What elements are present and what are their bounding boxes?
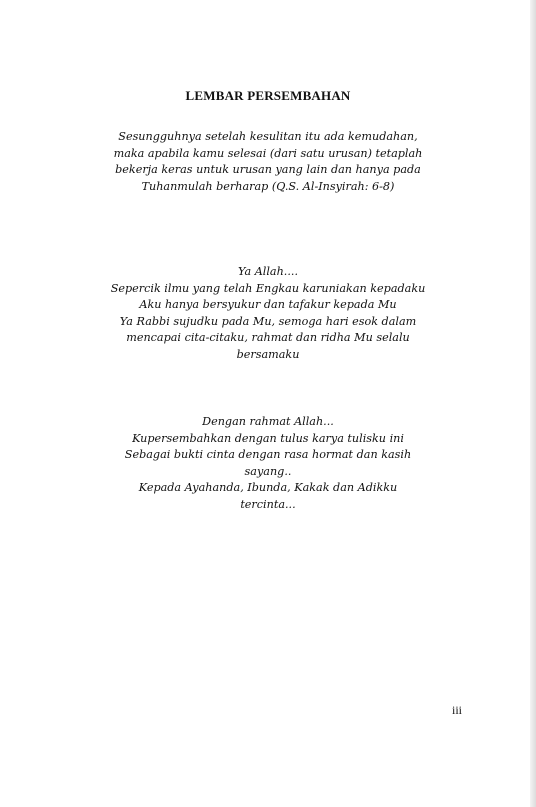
dedication-line: Dengan rahmat Allah...: [202, 415, 334, 428]
quote-line: maka apabila kamu selesai (dari satu urusan) tetaplah: [113, 146, 423, 160]
prayer-block: [0, 264, 536, 363]
page-title: LEMBAR PERSEMBAHAN: [185, 88, 351, 103]
dedication-line: Sebagai bukti cinta dengan rasa hormat dan kasih: [124, 448, 412, 461]
prayer-line: Ya Allah....: [237, 265, 299, 278]
dedication-line: Kupersembahkan dengan tulus karya tulisku ini: [132, 431, 404, 445]
prayer-line: Ya Rabbi sujudku pada Mu, semoga hari esok dalam: [119, 314, 417, 328]
quran-quote-block: [0, 129, 536, 195]
prayer-line: Aku hanya bersyukur dan tafakur kepada Mu: [139, 298, 397, 311]
page-edge-shadow: [530, 0, 536, 807]
page-number: iii: [451, 703, 462, 717]
quote-line: bekerja keras untuk urusan yang lain dan hanya pada: [115, 163, 421, 176]
dedication-line: sayang..: [244, 464, 292, 478]
prayer-line: Sepercik ilmu yang telah Engkau karuniakan kepadaku: [110, 281, 426, 295]
dedication-line: tercinta...: [240, 497, 296, 511]
prayer-line: bersamaku: [236, 347, 300, 361]
quote-line: Sesungguhnya setelah kesulitan itu ada kemudahan,: [118, 130, 418, 143]
dedication-line: Kepada Ayahanda, Ibunda, Kakak dan Adikku: [138, 481, 398, 494]
prayer-line: mencapai cita-citaku, rahmat dan ridha Mu selalu: [126, 331, 410, 344]
dedication-block: [0, 414, 536, 513]
quote-line: Tuhanmulah berharap (Q.S. Al-Insyirah: 6-8): [141, 179, 395, 193]
